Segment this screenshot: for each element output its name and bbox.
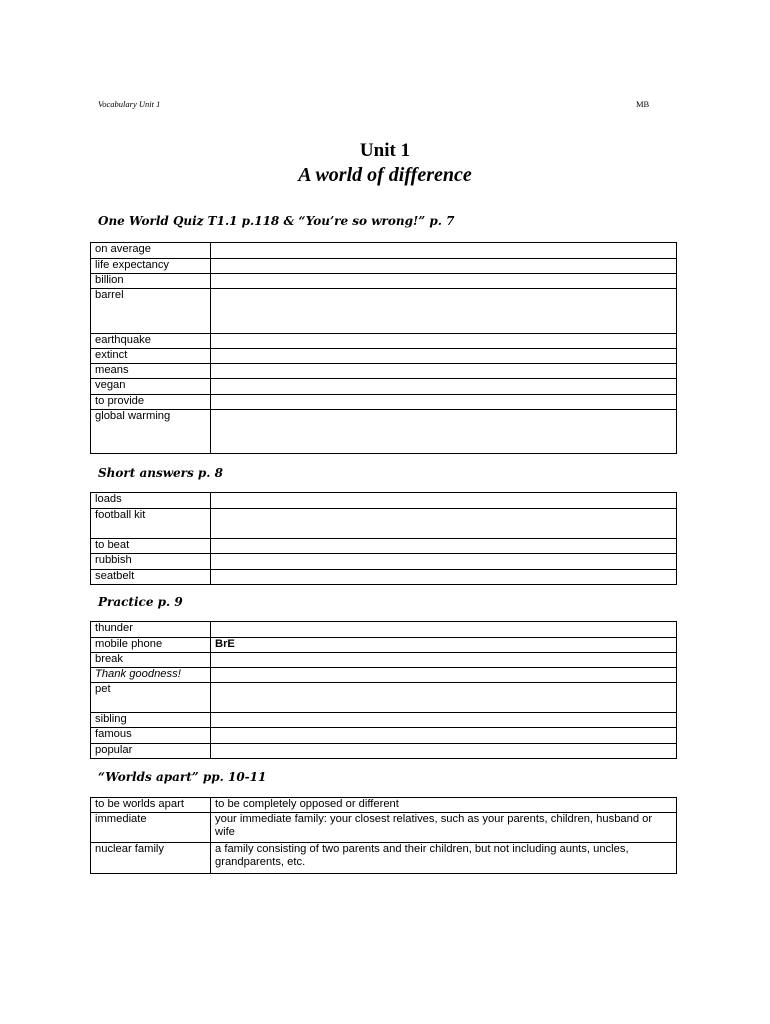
term-cell: Thank goodness!: [91, 668, 211, 683]
definition-cell: [211, 410, 677, 454]
term-cell: thunder: [91, 622, 211, 638]
definition-cell: your immediate family: your closest relatives, such as your parents, children, husband or wife: [211, 813, 677, 843]
definition-cell: [211, 668, 677, 683]
definition-cell: [211, 349, 677, 364]
term-cell: popular: [91, 744, 211, 759]
table-row: [91, 843, 677, 874]
table-row: [91, 493, 677, 509]
definition-cell: [211, 713, 677, 728]
title-block: [0, 140, 770, 188]
definition-cell: [211, 744, 677, 759]
definition-cell: [211, 493, 677, 509]
term-cell: football kit: [91, 509, 211, 539]
page-subtitle: A world of difference: [298, 164, 472, 186]
term-cell: loads: [91, 493, 211, 509]
running-header-right: MB: [636, 99, 650, 109]
term-cell: earthquake: [91, 334, 211, 349]
table-row: [91, 638, 677, 653]
definition-cell: [211, 509, 677, 539]
definition-cell: [211, 334, 677, 349]
term-cell: nuclear family: [91, 843, 211, 874]
section-heading-worlds-apart: “Worlds apart” pp. 10-11: [98, 770, 267, 784]
definition-cell: [211, 570, 677, 585]
term-cell: pet: [91, 683, 211, 713]
table-row: [91, 334, 677, 349]
table-row: [91, 509, 677, 539]
term-cell: barrel: [91, 289, 211, 334]
table-row: [91, 364, 677, 379]
definition-cell: [211, 379, 677, 395]
term-cell: billion: [91, 274, 211, 289]
definition-cell: [211, 683, 677, 713]
definition-cell: to be completely opposed or different: [211, 798, 677, 813]
definition-cell: a family consisting of two parents and their children, but not including aunts, uncles, grandparents, etc.: [211, 843, 677, 874]
running-header-left: Vocabulary Unit 1: [98, 99, 161, 109]
table-row: [91, 713, 677, 728]
table-row: [91, 379, 677, 395]
term-cell: sibling: [91, 713, 211, 728]
table-row: [91, 554, 677, 570]
table-row: [91, 274, 677, 289]
term-cell: immediate: [91, 813, 211, 843]
table-row: [91, 813, 677, 843]
term-cell: global warming: [91, 410, 211, 454]
page-title: Unit 1: [359, 140, 411, 161]
term-cell: life expectancy: [91, 259, 211, 274]
definition-cell: [211, 539, 677, 554]
vocab-table-quiz: [90, 242, 677, 454]
term-cell: extinct: [91, 349, 211, 364]
definition-cell: [211, 395, 677, 410]
term-cell: rubbish: [91, 554, 211, 570]
table-row: [91, 798, 677, 813]
table-row: [91, 395, 677, 410]
vocab-table-practice: [90, 621, 677, 759]
table-row: [91, 668, 677, 683]
table-row: [91, 410, 677, 454]
definition-cell: [211, 274, 677, 289]
table-row: [91, 728, 677, 744]
definition-cell: [211, 289, 677, 334]
table-row: [91, 653, 677, 668]
table-row: [91, 259, 677, 274]
definition-cell: [211, 554, 677, 570]
term-cell: means: [91, 364, 211, 379]
term-cell: famous: [91, 728, 211, 744]
definition-cell: [211, 653, 677, 668]
vocab-table-short-answers: [90, 492, 677, 585]
term-cell: break: [91, 653, 211, 668]
term-cell: on average: [91, 243, 211, 259]
term-cell: to be worlds apart: [91, 798, 211, 813]
table-row: [91, 243, 677, 259]
term-cell: to beat: [91, 539, 211, 554]
term-cell: mobile phone: [91, 638, 211, 653]
definition-cell: [211, 364, 677, 379]
definition-cell: [211, 728, 677, 744]
table-row: [91, 744, 677, 759]
definition-cell: [211, 259, 677, 274]
term-cell: seatbelt: [91, 570, 211, 585]
table-row: [91, 622, 677, 638]
term-cell: to provide: [91, 395, 211, 410]
table-row: [91, 289, 677, 334]
vocab-table-worlds-apart: [90, 797, 677, 874]
table-row: [91, 349, 677, 364]
section-heading-short-answers: Short answers p. 8: [98, 466, 224, 480]
table-row: [91, 539, 677, 554]
section-heading-practice: Practice p. 9: [98, 595, 183, 609]
table-row: [91, 570, 677, 585]
definition-cell: [211, 243, 677, 259]
definition-cell: [211, 622, 677, 638]
definition-cell: BrE: [211, 638, 677, 653]
table-row: [91, 683, 677, 713]
term-cell: vegan: [91, 379, 211, 395]
section-heading-quiz: One World Quiz T1.1 p.118 & “You’re so wrong!” p. 7: [98, 214, 455, 228]
